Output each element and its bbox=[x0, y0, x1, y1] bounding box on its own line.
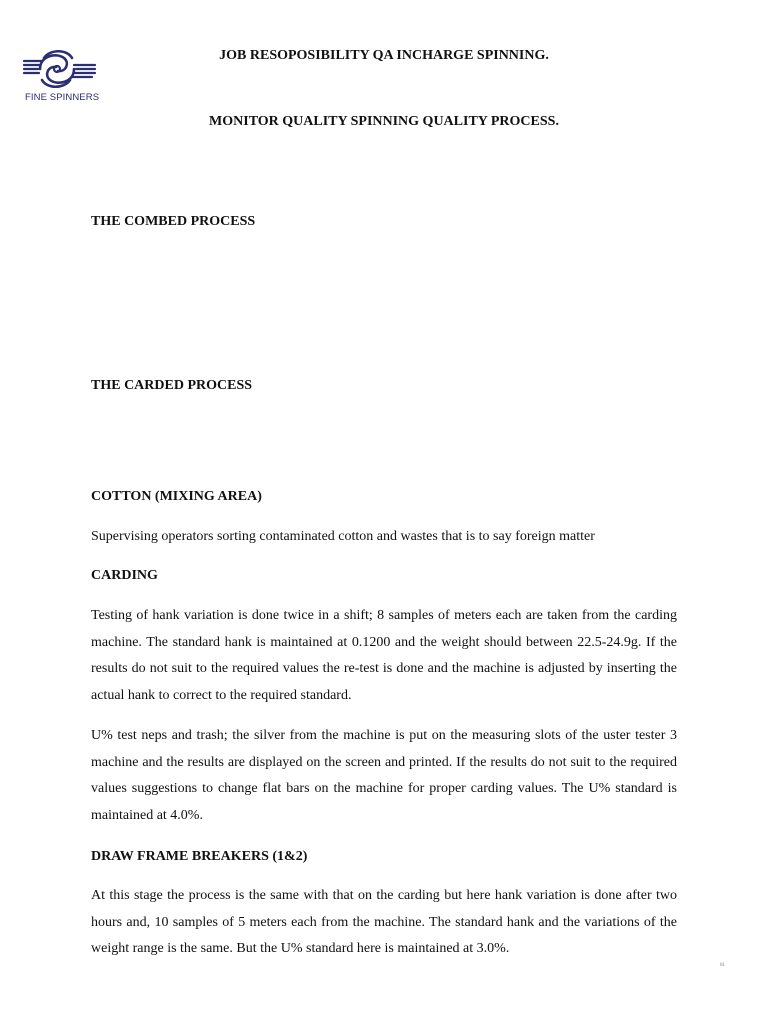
document-subtitle: MONITOR QUALITY SPINNING QUALITY PROCESS. bbox=[209, 114, 559, 129]
paragraph-carding-u-percent: U% test neps and trash; the silver from the machine is put on the measuring slots of the uster tester 3 machine and the results are displayed on the screen and printed. If the results do not suit to the required values suggestions to change flat bars on the machine for proper carding values. The U% standard is maintained at 4.0%. bbox=[91, 728, 677, 823]
paragraph-draw-frame: At this stage the process is the same with that on the carding but here hank variation is done after two hours and, 10 samples of 5 meters each from the machine. The standard hank and the variations of the weight range is the same. But the U% standard here is maintained at 3.0%. bbox=[91, 888, 677, 956]
page-number: 61 bbox=[720, 963, 725, 968]
paragraph-carding-hank: Testing of hank variation is done twice in a shift; 8 samples of meters each are taken from the carding machine. The standard hank is maintained at 0.1200 and the weight should between 22.5-24.9g. If the results do not suit to the required values the re-test is done and the machine is adjusted by inserting the actual hank to correct to the required standard. bbox=[91, 608, 677, 703]
logo-text: FINE SPINNERS bbox=[25, 92, 100, 103]
paragraph-cotton: Supervising operators sorting contaminated cotton and wastes that is to say foreign matter bbox=[91, 529, 595, 544]
heading-draw-frame-breakers: DRAW FRAME BREAKERS (1&2) bbox=[91, 849, 308, 864]
heading-combed-process: THE COMBED PROCESS bbox=[91, 214, 256, 229]
heading-carding: CARDING bbox=[91, 568, 158, 583]
heading-cotton-mixing-area: COTTON (MIXING AREA) bbox=[91, 489, 262, 504]
document-title: JOB RESOPOSIBILITY QA INCHARGE SPINNING. bbox=[219, 48, 549, 63]
heading-carded-process: THE CARDED PROCESS bbox=[91, 378, 253, 393]
